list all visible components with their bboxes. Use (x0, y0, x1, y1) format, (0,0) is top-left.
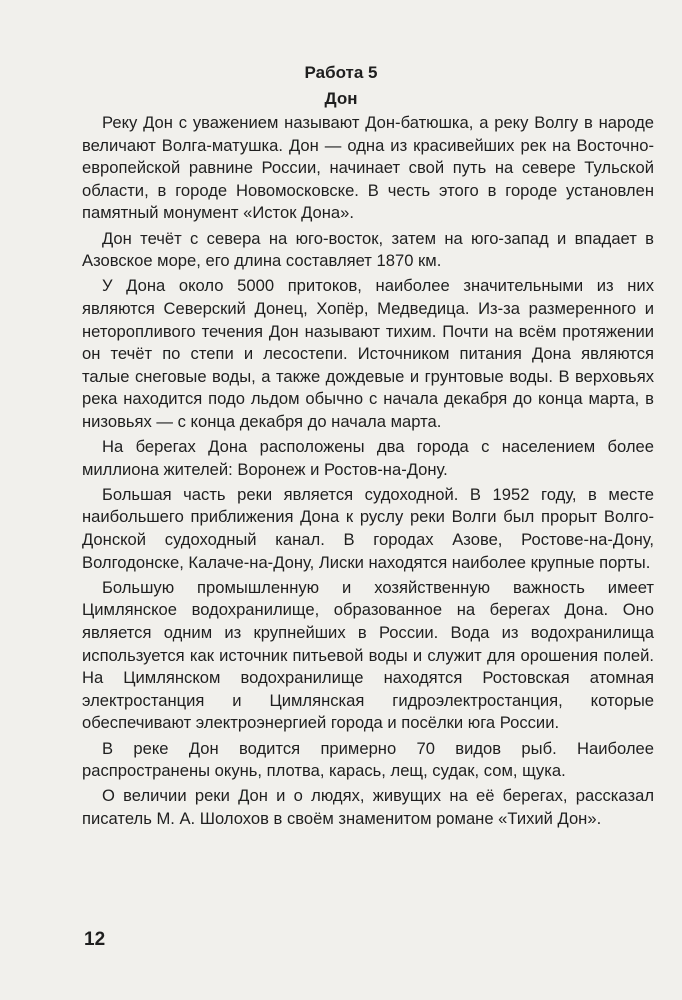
paragraph: О величии реки Дон и о людях, живущих на её берегах, рассказал писатель М. А. Шолохов в своём знаменитом романе «Тихий Дон». (82, 786, 654, 828)
text-title: Дон (324, 89, 358, 108)
body-text (82, 112, 654, 833)
paragraph: На берегах Дона расположены два города с населением более миллиона жителей: Воронеж и Ростов-на-Дону. (82, 437, 654, 479)
paragraph: Дон течёт с севера на юго-восток, затем на юго-запад и впадает в Азовское море, его длина составляет 1870 км. (82, 228, 654, 271)
page-number: 12 (84, 929, 106, 950)
work-title: Работа 5 (304, 63, 378, 82)
paragraph: Большая часть реки является судоходной. В 1952 году, в месте наибольшего приближения Дона к руслу реки Волги был прорыт Волго-Донской судоходный канал. В городах Азове, Ростове-на-Дону, Волгодонске, Калаче-на-Дону, Лиски находятся наиболее крупные порты. (82, 484, 654, 572)
paragraph: У Дона около 5000 притоков, наиболее значительными из них являются Северский Донец, Хопёр, Медведица. Из-за размеренного и неторопливого течения Дон называют тихим. Почти на всём протяжении он течёт по степи и лесостепи. Источником питания Дона являются талые снеговые воды, а также дождевые и грунтовые воды. В верховьях река находится подо льдом обычно с начала декабря до конца марта, в низовьях — с конца декабря до начала марта. (82, 276, 654, 431)
paragraph: Большую промышленную и хозяйственную важность имеет Цимлянское водохранилище, образованное на берегах Дона. Оно является одним из крупнейших в России. Вода из водохранилища используется как источник питьевой воды и служит для орошения полей. На Цимлянском водохранилище находятся Ростовская атомная электростанция и Цимлянская гидроэлектростанция, которые обеспечивают электроэнергией города и посёлки юга России. (82, 577, 654, 733)
paragraph: В реке Дон водится примерно 70 видов рыб. Наиболее распространены окунь, плотва, карась, лещ, судак, сом, щука. (82, 738, 654, 781)
paragraph: Реку Дон с уважением называют Дон-батюшка, а реку Волгу в народе величают Волга-матушка. Дон — одна из красивейших рек на Восточно-европейской равнине России, начинает свой путь на севере Тульской области, в городе Новомосковске. В честь этого в городе установлен памятный монумент «Исток Дона». (82, 113, 654, 223)
